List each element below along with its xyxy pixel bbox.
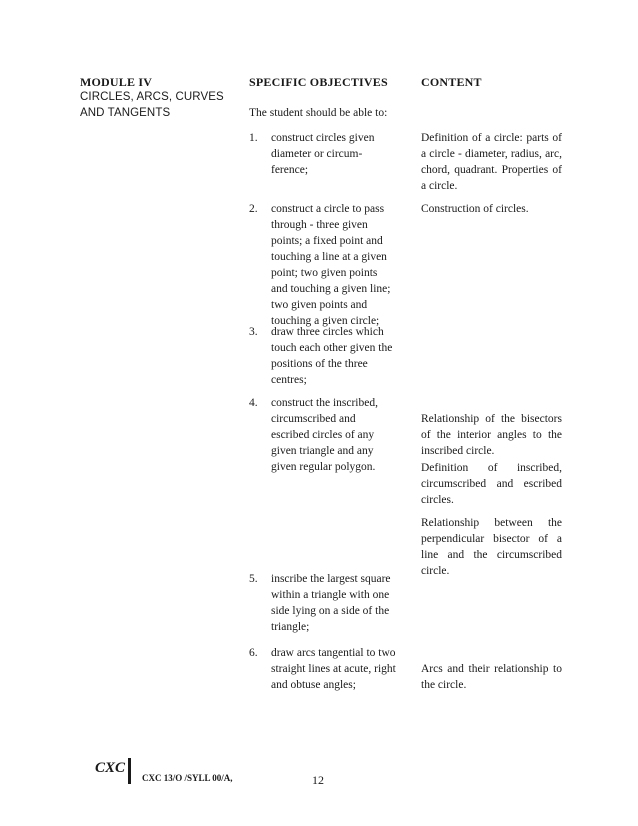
content-paragraph-construction: Construction of circles.	[421, 203, 529, 215]
objective-text: inscribe the largest square within a triangle with one side lying on a side of the triangle;	[271, 573, 391, 633]
page-number: 12	[312, 773, 324, 787]
objective-item-6	[249, 645, 399, 693]
objective-number: 4.	[249, 397, 258, 409]
syllabus-code: CXC 13/O /SYLL 00/A,	[142, 773, 233, 783]
objective-number: 1.	[249, 132, 258, 144]
objective-text: draw arcs tangential to two straight lines at acute, right and obtuse angles;	[271, 647, 396, 691]
objective-text: construct the inscribed, circumscribed and escribed circles of any given triangle and any given regular polygon.	[271, 397, 378, 473]
objective-number: 2.	[249, 203, 258, 215]
objective-item-1	[249, 130, 399, 178]
objective-item-2	[249, 201, 399, 329]
objective-item-3	[249, 324, 399, 388]
objectives-header: SPECIFIC OBJECTIVES	[249, 75, 388, 89]
content-paragraph-arcs: Arcs and their relationship to the circle.	[421, 663, 562, 691]
content-header: CONTENT	[421, 75, 482, 89]
cxc-logo: CXC	[95, 760, 126, 776]
module-subtitle-line1: CIRCLES, ARCS, CURVES	[80, 91, 224, 103]
content-paragraph-circle-definition: Definition of a circle: parts of a circle - diameter, radius, arc, chord, quadrant. Properties of a circle.	[421, 132, 562, 192]
content-paragraph-perpendicular-bisector: Relationship between the perpendicular bisector of a line and the circumscribed circle.	[421, 517, 562, 577]
objective-number: 3.	[249, 326, 258, 338]
objective-text: draw three circles which touch each other given the positions of the three centres;	[271, 326, 393, 386]
objective-item-5	[249, 571, 399, 635]
module-title: MODULE IV	[80, 75, 153, 89]
content-paragraph-bisectors: Relationship of the bisectors of the interior angles to the inscribed circle.	[421, 413, 562, 457]
objective-text: construct circles given diameter or circum-ference;	[271, 132, 375, 176]
objectives-intro: The student should be able to:	[249, 107, 388, 119]
content-paragraph-inscribed-definition: Definition of inscribed, circumscribed and escribed circles.	[421, 462, 562, 506]
objective-item-4	[249, 395, 399, 475]
objective-text: construct a circle to pass through - three given points; a fixed point and touching a line at a given point; two given points and touching a given line; two given points and touching a given circle;	[271, 203, 391, 327]
objective-number: 6.	[249, 647, 258, 659]
footer-divider	[128, 758, 131, 784]
module-subtitle-line2: AND TANGENTS	[80, 107, 171, 119]
objective-number: 5.	[249, 573, 258, 585]
